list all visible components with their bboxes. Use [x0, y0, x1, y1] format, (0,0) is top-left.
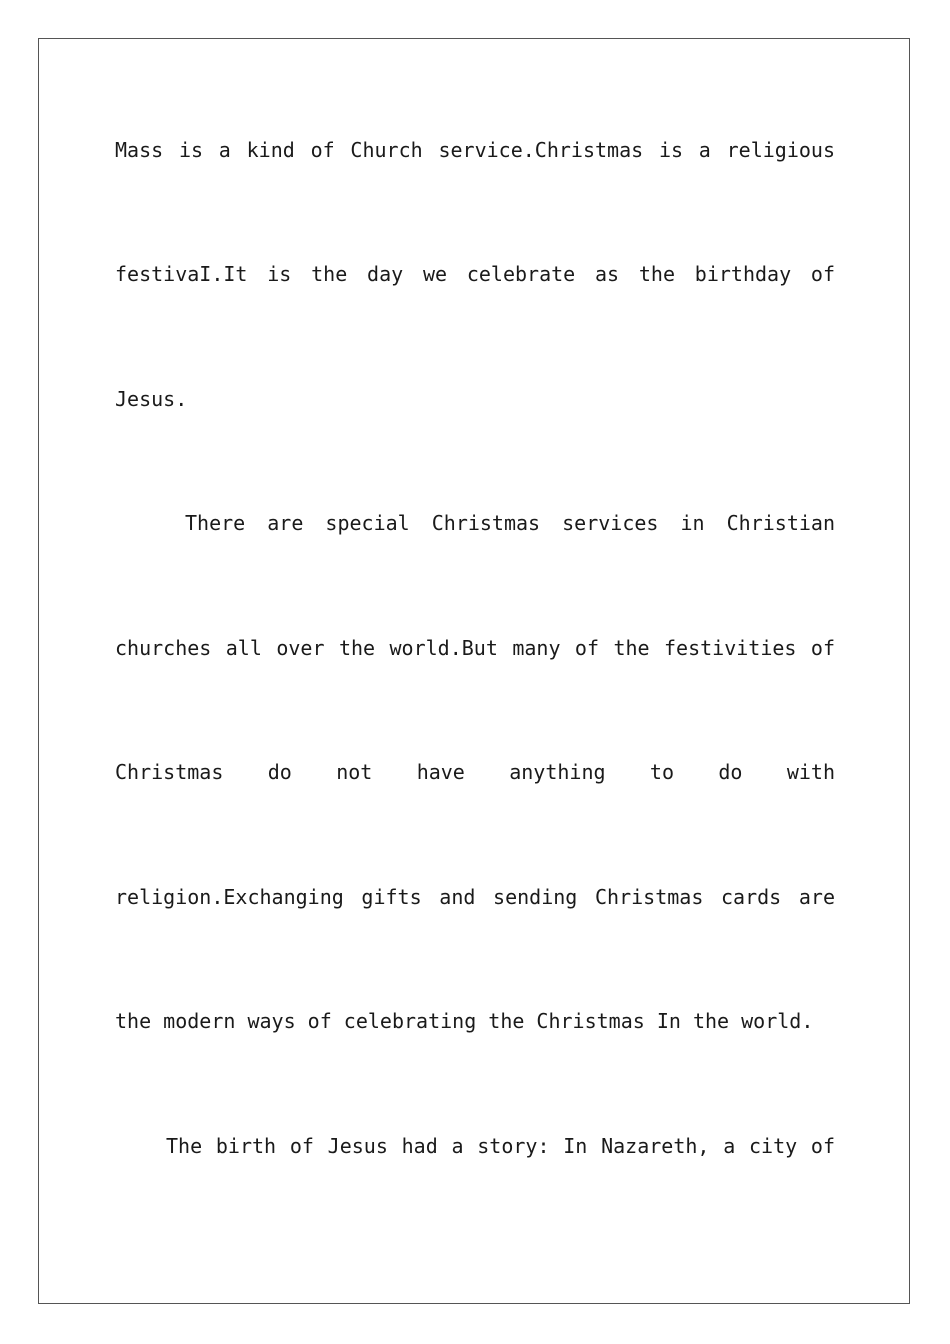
- page-frame: [38, 38, 910, 1304]
- paragraph-line: The birth of Jesus had a story: In Nazareth, a city of: [166, 1134, 835, 1158]
- paragraph-line: Mass is a kind of Church service.Christmas is a religious: [115, 138, 835, 162]
- paragraph-line: Jesus.: [115, 387, 188, 411]
- paragraph-line: festivaI.It is the day we celebrate as the birthday of: [115, 262, 835, 286]
- paragraph-line: Christmas do not have anything to do with: [115, 760, 835, 784]
- paragraph-line: the modern ways of celebrating the Christmas In the world.: [115, 1009, 814, 1033]
- paragraph-line: religion.Exchanging gifts and sending Christmas cards are: [115, 885, 835, 909]
- paragraph-line: churches all over the world.But many of the festivities of: [115, 636, 835, 660]
- paragraph-line: There are special Christmas services in Christian: [185, 511, 835, 535]
